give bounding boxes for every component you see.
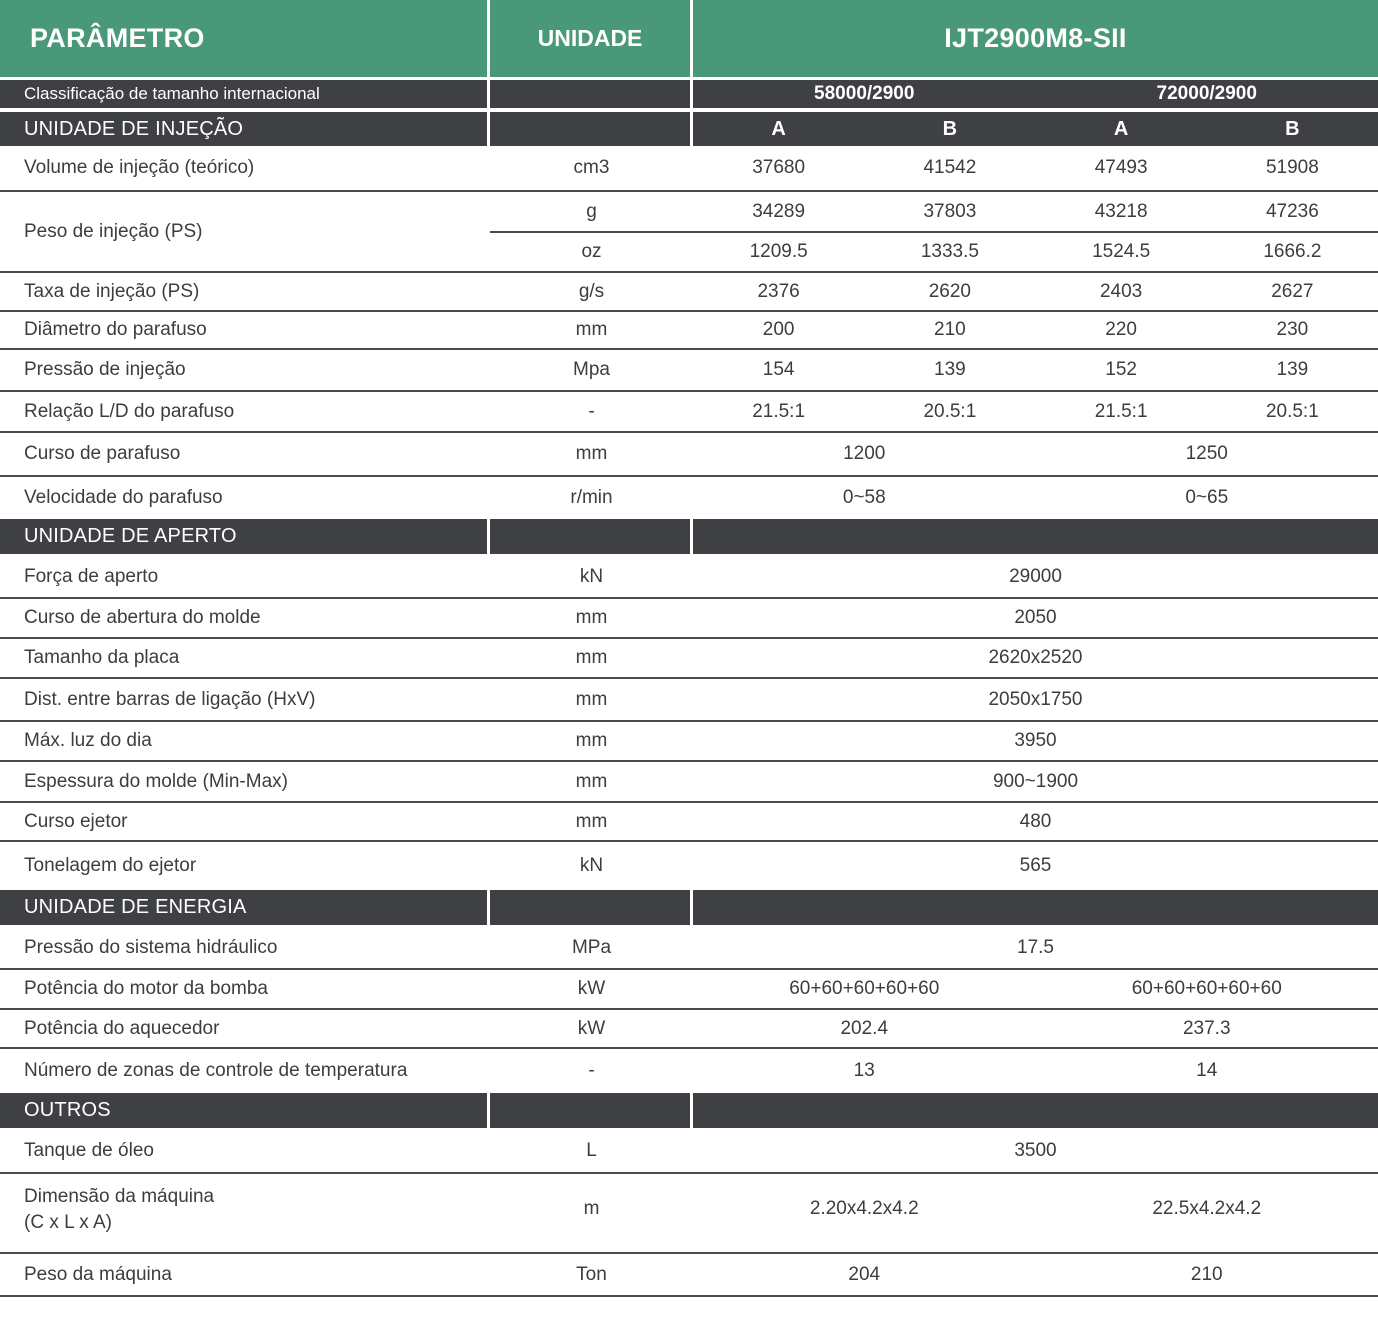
row-potencia-aquecedor: [0, 1010, 1378, 1049]
param-label: Peso de injeção (PS): [24, 220, 203, 242]
param-label: Espessura do molde (Min-Max): [24, 770, 288, 792]
value-cell: 2403: [1099, 280, 1143, 302]
section-row-injecao: [0, 112, 1378, 146]
param-label: Volume de injeção (teórico): [24, 157, 255, 178]
value-cell: 1250: [1185, 443, 1228, 464]
param-label: Curso ejetor: [24, 810, 128, 832]
unit-cell: -: [588, 400, 595, 422]
section-title: UNIDADE DE APERTO: [0, 519, 487, 554]
value-cell: 1209.5: [749, 241, 808, 262]
param-label: Velocidade do parafuso: [24, 487, 223, 508]
value-cell: 21.5:1: [1094, 400, 1148, 422]
row-max-luz: [0, 722, 1378, 762]
value-cell: 2376: [757, 280, 800, 302]
row-pressao-hidraulico: [0, 927, 1378, 970]
row-diametro-parafuso: [0, 312, 1378, 350]
row-curso-abertura: [0, 599, 1378, 639]
param-column-header: PARÂMETRO: [0, 0, 487, 77]
row-relacao-ld: [0, 392, 1378, 433]
unit-cell: Ton: [576, 1263, 607, 1285]
value-cell: 0~58: [842, 487, 886, 508]
param-label: Força de aperto: [24, 565, 159, 587]
unit-cell: mm: [575, 810, 608, 832]
ab-header-cells: [693, 112, 1378, 146]
section-row-aperto: [0, 519, 1378, 554]
param-label: Número de zonas de controle de temperatura: [24, 1060, 408, 1081]
value-cell: 29000: [1009, 565, 1062, 587]
unit-cell: MPa: [571, 936, 612, 958]
value-cell: 22.5x4.2x4.2: [1152, 1198, 1262, 1219]
value-cell: 47236: [1265, 200, 1319, 222]
empty-cell: [490, 112, 690, 146]
section-row-outros: [0, 1093, 1378, 1128]
bottom-whitespace: [0, 1297, 1378, 1324]
classification-label: Classificação de tamanho internacional: [0, 80, 487, 108]
unit-cell: mm: [575, 443, 608, 464]
value-cell: 60+60+60+60+60: [789, 978, 940, 999]
param-label-line2: (C x L x A): [24, 1212, 112, 1233]
row-tanque-oleo: [0, 1130, 1378, 1174]
row-tonelagem-ejetor: [0, 842, 1378, 890]
param-label: Potência do motor da bomba: [24, 978, 268, 999]
empty-cell: [693, 519, 1378, 554]
param-label: [0, 1184, 490, 1236]
unit-cell: kN: [579, 855, 604, 876]
row-taxa-injecao: [0, 273, 1378, 312]
subrow-g: [490, 192, 1378, 233]
value-cell: 3950: [1014, 730, 1057, 751]
value-cell: 3500: [1014, 1140, 1057, 1161]
empty-cell: [490, 890, 690, 925]
value-cell: 565: [1019, 855, 1052, 876]
value-cell: 14: [1196, 1060, 1218, 1081]
value-cell: 2.20x4.2x4.2: [809, 1198, 919, 1219]
param-label: Tanque de óleo: [24, 1140, 154, 1161]
variant-header: A: [771, 117, 786, 140]
value-cell: 152: [1105, 359, 1137, 380]
empty-cell: [490, 519, 690, 554]
value-cell: 154: [762, 359, 795, 380]
value-cell: 2620: [928, 280, 972, 302]
value-cell: 210: [1190, 1263, 1223, 1285]
row-forca-aperto: [0, 556, 1378, 599]
section-title: UNIDADE DE INJEÇÃO: [0, 112, 487, 146]
value-cell: 139: [934, 359, 966, 380]
value-cell: 41542: [923, 157, 977, 178]
unit-cell: mm: [575, 647, 608, 668]
row-dist-barras: [0, 679, 1378, 722]
param-label: Pressão de injeção: [24, 359, 186, 380]
unit-cell: r/min: [570, 487, 613, 508]
unit-cell: g/s: [578, 280, 605, 302]
variant-header: A: [1113, 117, 1129, 140]
table-header-row: [0, 0, 1378, 77]
empty-cell: [490, 1093, 690, 1128]
value-cell: 900~1900: [992, 770, 1079, 792]
value-cell: 43218: [1094, 200, 1148, 222]
param-label: Máx. luz do dia: [24, 730, 152, 751]
row-curso-parafuso: [0, 433, 1378, 477]
size-group: 58000/2900: [814, 83, 915, 104]
value-cell: 0~65: [1185, 487, 1229, 508]
value-cell: 480: [1019, 810, 1052, 832]
row-pressao-injecao: [0, 350, 1378, 392]
param-label: Curso de parafuso: [24, 443, 181, 464]
row-zonas-temperatura: [0, 1049, 1378, 1093]
value-cell: 237.3: [1182, 1017, 1231, 1039]
value-cell: 34289: [752, 200, 806, 222]
value-cell: 2050x1750: [988, 688, 1083, 710]
unit-cell: mm: [575, 607, 608, 628]
unit-cell: Mpa: [573, 359, 610, 380]
value-cell: 20.5:1: [923, 400, 977, 422]
value-cell: 21.5:1: [752, 400, 806, 422]
value-cell: 47493: [1094, 157, 1148, 178]
unit-cell: kN: [579, 565, 604, 587]
param-label: Tonelagem do ejetor: [24, 855, 197, 876]
value-cell: 204: [848, 1263, 881, 1285]
unit-column-header: UNIDADE: [490, 0, 690, 77]
param-label: Peso da máquina: [24, 1263, 172, 1285]
unit-cell: mm: [575, 688, 608, 710]
param-label: Curso de abertura do molde: [24, 607, 261, 628]
value-cell: 210: [934, 319, 966, 340]
value-cell: 51908: [1265, 157, 1319, 178]
row-espessura-molde: [0, 762, 1378, 803]
unit-cell: m: [583, 1198, 600, 1219]
value-cell: 60+60+60+60+60: [1131, 978, 1282, 999]
empty-cell: [490, 80, 690, 108]
row-dimensao-maquina: [0, 1174, 1378, 1254]
value-cell: 13: [853, 1060, 875, 1081]
unit-cell: mm: [575, 770, 608, 792]
row-peso-maquina: [0, 1254, 1378, 1297]
unit-cell: -: [588, 1060, 595, 1081]
value-cell: 37803: [923, 200, 977, 222]
param-label: Diâmetro do parafuso: [24, 319, 207, 340]
unit-cell: cm3: [573, 157, 610, 178]
unit-cell: g: [586, 200, 597, 222]
param-label-line1: Dimensão da máquina: [24, 1186, 215, 1207]
param-label: Dist. entre barras de ligação (HxV): [24, 688, 316, 710]
param-label: Tamanho da placa: [24, 647, 180, 668]
value-cell: 2627: [1271, 280, 1314, 302]
value-cell: 1666.2: [1263, 241, 1322, 262]
value-cell: 2620x2520: [988, 647, 1083, 668]
value-cell: 2050: [1014, 607, 1057, 628]
value-cell: 1333.5: [920, 241, 979, 262]
value-cell: 37680: [752, 157, 806, 178]
param-label: Taxa de injeção (PS): [24, 280, 200, 302]
row-volume-injecao: [0, 146, 1378, 192]
value-cell: 139: [1276, 359, 1309, 380]
subrow-oz: [490, 233, 1378, 271]
unit-cell: mm: [575, 730, 608, 751]
row-peso-injecao: [0, 192, 1378, 273]
unit-cell: kW: [577, 1017, 606, 1039]
value-cell: 230: [1276, 319, 1309, 340]
value-cell: 220: [1105, 319, 1137, 340]
value-cell: 200: [762, 319, 795, 340]
row-potencia-motor: [0, 970, 1378, 1010]
unit-cell: L: [586, 1140, 597, 1161]
value-cell: 1524.5: [1092, 241, 1151, 262]
param-label: Relação L/D do parafuso: [24, 400, 235, 422]
peso-subrows: [490, 192, 1378, 271]
unit-cell: mm: [575, 319, 608, 340]
empty-cell: [693, 890, 1378, 925]
section-title: UNIDADE DE ENERGIA: [0, 890, 487, 925]
classification-row: [0, 80, 1378, 108]
classification-values: [693, 80, 1378, 108]
section-row-energia: [0, 890, 1378, 925]
value-cell: 17.5: [1017, 936, 1054, 958]
row-velocidade-parafuso: [0, 477, 1378, 519]
value-cell: 202.4: [840, 1017, 889, 1039]
section-title: OUTROS: [0, 1093, 487, 1128]
value-cell: 20.5:1: [1265, 400, 1319, 422]
unit-cell: oz: [581, 241, 602, 262]
variant-header: B: [1285, 117, 1300, 140]
row-tamanho-placa: [0, 639, 1378, 679]
model-header: IJT2900M8-SII: [693, 0, 1378, 77]
row-curso-ejetor: [0, 803, 1378, 842]
variant-header: B: [942, 117, 958, 140]
param-label: Potência do aquecedor: [24, 1017, 220, 1039]
param-label: Pressão do sistema hidráulico: [24, 936, 278, 958]
value-cell: 1200: [843, 443, 886, 464]
unit-cell: kW: [577, 978, 606, 999]
size-group: 72000/2900: [1156, 83, 1257, 104]
empty-cell: [693, 1093, 1378, 1128]
